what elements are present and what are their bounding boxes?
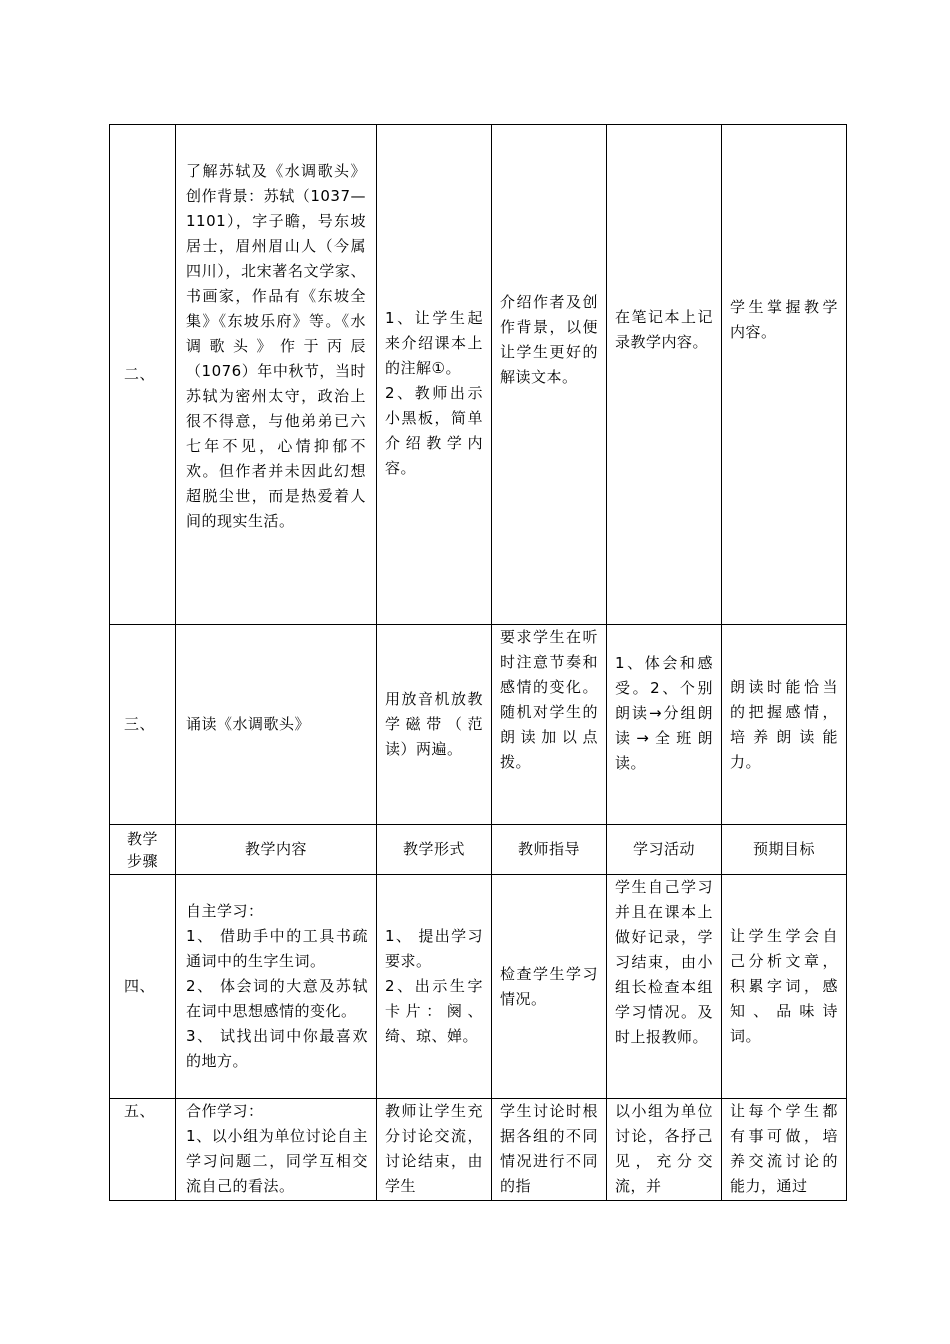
activity-text: 1、体会和感受。2、个别朗读→分组朗读→全班朗读。 bbox=[615, 654, 713, 772]
header-goal bbox=[722, 825, 847, 875]
table-row bbox=[110, 625, 847, 825]
form-text: 教师让学生充分讨论交流，讨论结束，由学生 bbox=[385, 1102, 483, 1195]
step-cell bbox=[110, 125, 176, 625]
header-step-label: 教学步骤 bbox=[126, 829, 158, 870]
activity-text: 学生自己学习并且在课本上做好记录，学习结束，由小组长检查本组学习情况。及时上报教师。 bbox=[615, 878, 713, 1046]
header-goal-label: 预期目标 bbox=[752, 840, 815, 858]
form-cell bbox=[377, 125, 492, 625]
table-row bbox=[110, 875, 847, 1099]
guidance-cell bbox=[492, 1099, 607, 1201]
guidance-cell bbox=[492, 125, 607, 625]
header-row bbox=[110, 825, 847, 875]
form-text: 1、让学生起来介绍课本上的注解①。 2、教师出示小黑板，简单介绍教学内容。 bbox=[385, 309, 483, 477]
guidance-cell bbox=[492, 875, 607, 1099]
activity-cell bbox=[607, 125, 722, 625]
content-cell bbox=[176, 625, 377, 825]
step-cell bbox=[110, 1099, 176, 1201]
header-form bbox=[377, 825, 492, 875]
content-text: 了解苏轼及《水调歌头》创作背景：苏轼（1037—1101），字子瞻，号东坡居士，眉州眉山人（今属四川），北宋著名文学家、书画家，作品有《东坡全集》《东坡乐府》等。《水调歌头》作于丙辰（1076）年中秋节，当时苏轼为密州太守，政治上很不得意，与他弟弟已六七年不见，心情抑郁不欢。但作者并未因此幻想超脱尘世，而是热爱着人间的现实生活。 bbox=[186, 162, 366, 530]
content-text: 自主学习： 1、 借助手中的工具书疏通词中的生字生词。 2、 体会词的大意及苏轼在词中思想感情的变化。 3、 试找出词中你最喜欢的地方。 bbox=[186, 902, 368, 1070]
guidance-text: 检查学生学习情况。 bbox=[500, 964, 598, 1008]
goal-cell bbox=[722, 125, 847, 625]
activity-cell bbox=[607, 625, 722, 825]
content-cell bbox=[176, 125, 377, 625]
goal-cell bbox=[722, 1099, 847, 1201]
step-label: 五、 bbox=[124, 1102, 156, 1120]
header-guidance-label: 教师指导 bbox=[517, 840, 580, 858]
activity-text: 以小组为单位讨论，各抒己见，充分交流，并 bbox=[615, 1102, 713, 1195]
goal-text: 学生掌握教学内容。 bbox=[730, 297, 838, 341]
content-cell bbox=[176, 1099, 377, 1201]
form-cell bbox=[377, 1099, 492, 1201]
step-label: 二、 bbox=[124, 365, 156, 383]
step-cell bbox=[110, 625, 176, 825]
table-row bbox=[110, 1099, 847, 1201]
header-activity bbox=[607, 825, 722, 875]
step-label: 四、 bbox=[124, 977, 156, 995]
goal-cell bbox=[722, 625, 847, 825]
header-content bbox=[176, 825, 377, 875]
guidance-cell bbox=[492, 625, 607, 825]
lesson-plan-table bbox=[109, 124, 847, 1201]
guidance-text: 学生讨论时根据各组的不同情况进行不同的指 bbox=[500, 1102, 598, 1195]
header-content-label: 教学内容 bbox=[244, 840, 307, 858]
header-step bbox=[110, 825, 176, 875]
table-row bbox=[110, 125, 847, 625]
content-text: 诵读《水调歌头》 bbox=[186, 715, 311, 733]
form-text: 用放音机放教学磁带（范读）两遍。 bbox=[385, 690, 483, 758]
form-text: 1、 提出学习要求。 2、出示生字卡片：阕、绮、琼、婵。 bbox=[385, 927, 483, 1045]
activity-cell bbox=[607, 1099, 722, 1201]
guidance-text: 介绍作者及创作背景，以便让学生更好的解读文本。 bbox=[500, 292, 598, 386]
guidance-text: 要求学生在听时注意节奏和感情的变化。随机对学生的朗读加以点拨。 bbox=[500, 628, 598, 771]
header-guidance bbox=[492, 825, 607, 875]
goal-text: 让每个学生都有事可做，培养交流讨论的能力，通过 bbox=[730, 1102, 838, 1195]
goal-text: 朗读时能恰当的把握感情，培养朗读能力。 bbox=[730, 677, 838, 771]
activity-cell bbox=[607, 875, 722, 1099]
form-cell bbox=[377, 875, 492, 1099]
content-text: 合作学习： 1、以小组为单位讨论自主学习问题二，同学互相交流自己的看法。 bbox=[186, 1102, 368, 1195]
goal-text: 让学生学会自己分析文章，积累字词，感知、品味诗词。 bbox=[730, 927, 838, 1045]
step-cell bbox=[110, 875, 176, 1099]
form-cell bbox=[377, 625, 492, 825]
activity-text: 在笔记本上记录教学内容。 bbox=[615, 307, 713, 351]
header-form-label: 教学形式 bbox=[402, 840, 465, 858]
goal-cell bbox=[722, 875, 847, 1099]
step-label: 三、 bbox=[124, 715, 156, 733]
content-cell bbox=[176, 875, 377, 1099]
header-activity-label: 学习活动 bbox=[632, 840, 695, 858]
